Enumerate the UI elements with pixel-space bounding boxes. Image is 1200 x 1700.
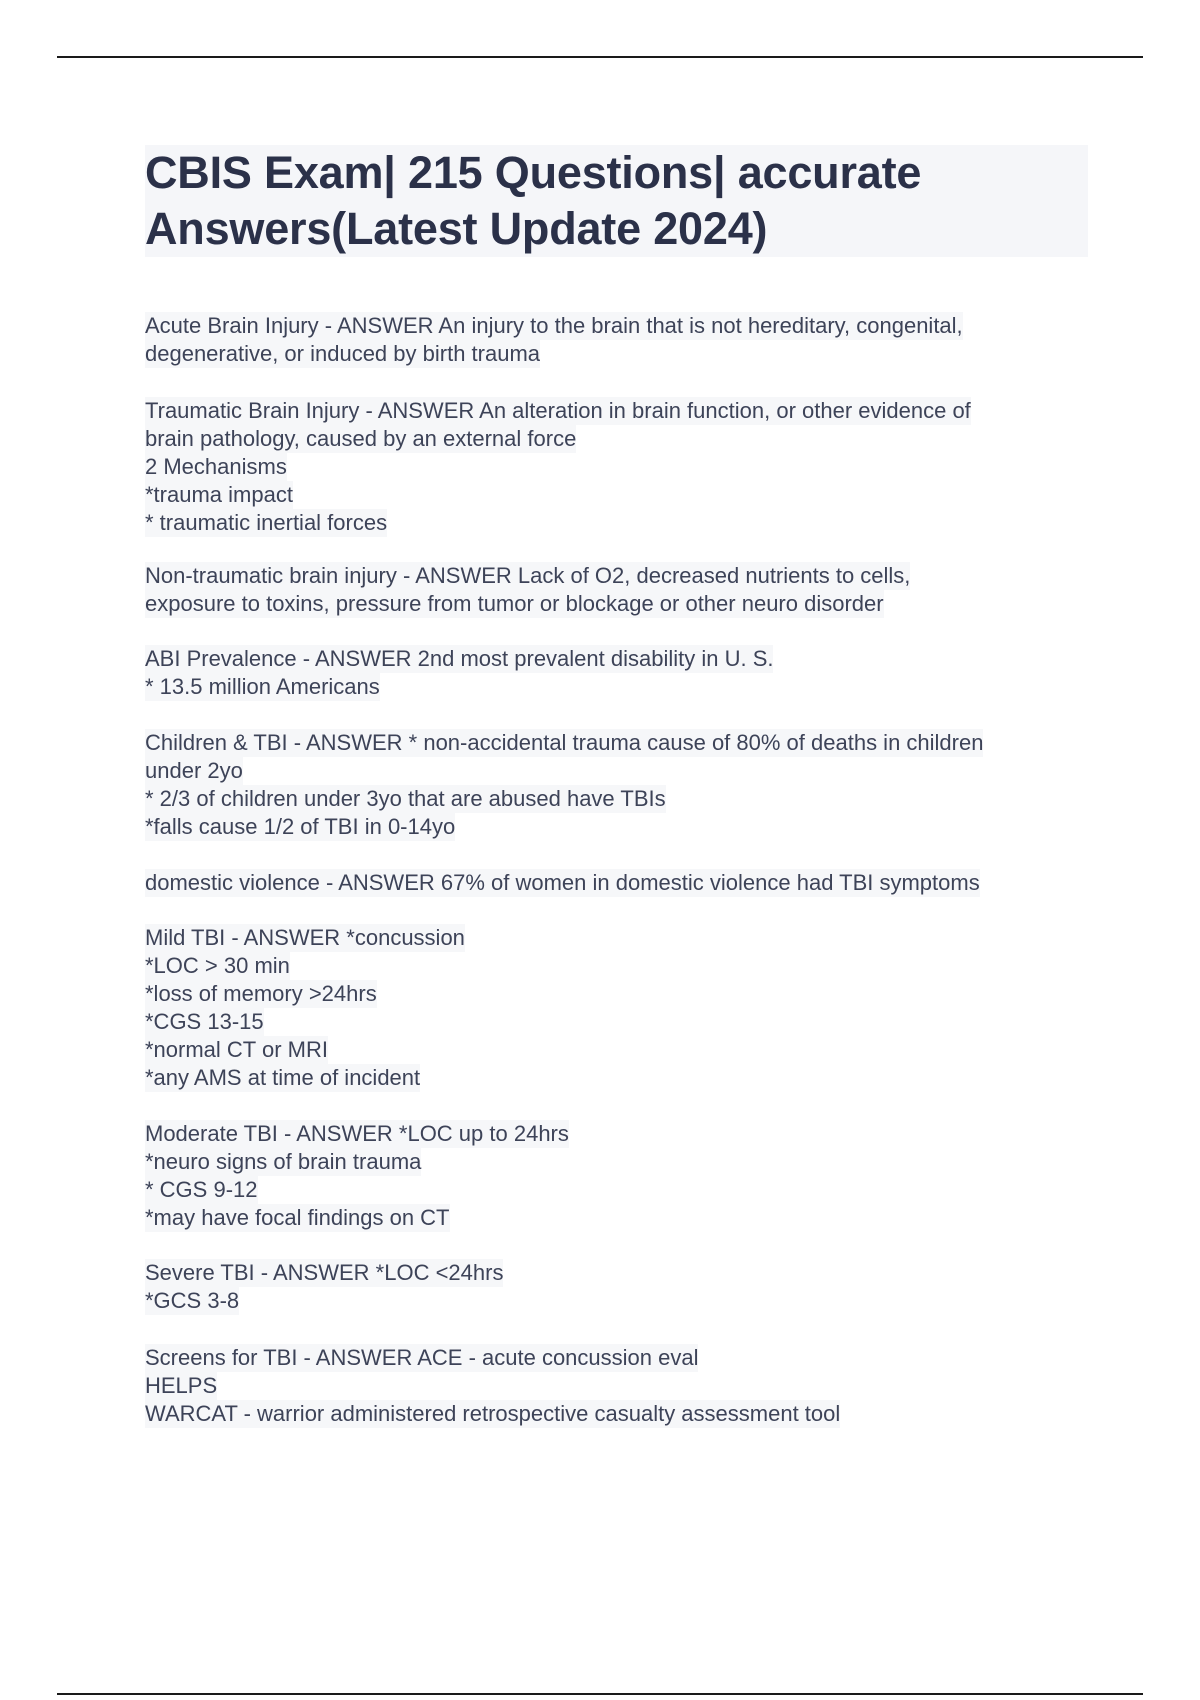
qa-entry-line: *may have focal findings on CT [145, 1205, 450, 1230]
title-line-1: CBIS Exam| 215 Questions| accurate [145, 147, 922, 198]
qa-entry-line: brain pathology, caused by an external force [145, 426, 577, 451]
qa-entry-line: *falls cause 1/2 of TBI in 0-14yo [145, 814, 456, 839]
qa-entry-acute-brain-injury [145, 312, 963, 368]
qa-entry-line: *LOC > 30 min [145, 953, 290, 978]
qa-entry-line: Moderate TBI - ANSWER *LOC up to 24hrs [145, 1121, 569, 1146]
qa-entry-line: *neuro signs of brain trauma [145, 1149, 422, 1174]
qa-entry-line: degenerative, or induced by birth trauma [145, 341, 541, 366]
bottom-rule [57, 1693, 1143, 1695]
qa-entry-line: *any AMS at time of incident [145, 1065, 421, 1090]
qa-entry-line: ABI Prevalence - ANSWER 2nd most prevalent disability in U. S. [145, 646, 774, 671]
qa-entry-screens-for-tbi [145, 1344, 840, 1428]
document-title [145, 145, 1088, 257]
qa-entry-line: HELPS [145, 1373, 218, 1398]
qa-entry-line: Children & TBI - ANSWER * non-accidental trauma cause of 80% of deaths in children [145, 730, 984, 755]
qa-entry-line: 2 Mechanisms [145, 454, 287, 479]
qa-entry-line: WARCAT - warrior administered retrospective casualty assessment tool [145, 1401, 841, 1426]
qa-entry-domestic-violence [145, 869, 980, 897]
qa-entry-line: Mild TBI - ANSWER *concussion [145, 925, 465, 950]
qa-entry-line: * CGS 9-12 [145, 1177, 258, 1202]
qa-entry-non-traumatic-brain-injury [145, 562, 910, 618]
qa-entry-line: *trauma impact [145, 482, 293, 507]
qa-entry-line: Non-traumatic brain injury - ANSWER Lack of O2, decreased nutrients to cells, [145, 563, 911, 588]
title-line-2: Answers(Latest Update 2024) [145, 203, 768, 254]
qa-entry-line: Traumatic Brain Injury - ANSWER An alteration in brain function, or other evidence of [145, 398, 971, 423]
qa-entry-line: domestic violence - ANSWER 67% of women in domestic violence had TBI symptoms [145, 870, 980, 895]
qa-entry-line: Screens for TBI - ANSWER ACE - acute concussion eval [145, 1345, 699, 1370]
qa-entry-line: *normal CT or MRI [145, 1037, 328, 1062]
qa-entry-line: exposure to toxins, pressure from tumor or blockage or other neuro disorder [145, 591, 884, 616]
qa-entry-children-and-tbi [145, 729, 983, 841]
qa-entry-line: * 2/3 of children under 3yo that are abused have TBIs [145, 786, 666, 811]
qa-entry-line: *CGS 13-15 [145, 1009, 264, 1034]
qa-entry-line: *GCS 3-8 [145, 1288, 240, 1313]
qa-entry-traumatic-brain-injury [145, 397, 971, 537]
qa-entry-line: * traumatic inertial forces [145, 510, 388, 535]
qa-entry-line: * 13.5 million Americans [145, 674, 380, 699]
qa-entry-line: *loss of memory >24hrs [145, 981, 377, 1006]
qa-entry-moderate-tbi [145, 1120, 569, 1232]
qa-entry-line: under 2yo [145, 758, 243, 783]
top-rule [57, 56, 1143, 58]
qa-entry-severe-tbi [145, 1259, 503, 1315]
qa-entry-abi-prevalence [145, 645, 773, 701]
qa-entry-line: Acute Brain Injury - ANSWER An injury to the brain that is not hereditary, congenital, [145, 313, 963, 338]
qa-entry-line: Severe TBI - ANSWER *LOC <24hrs [145, 1260, 504, 1285]
qa-entry-mild-tbi [145, 924, 465, 1092]
